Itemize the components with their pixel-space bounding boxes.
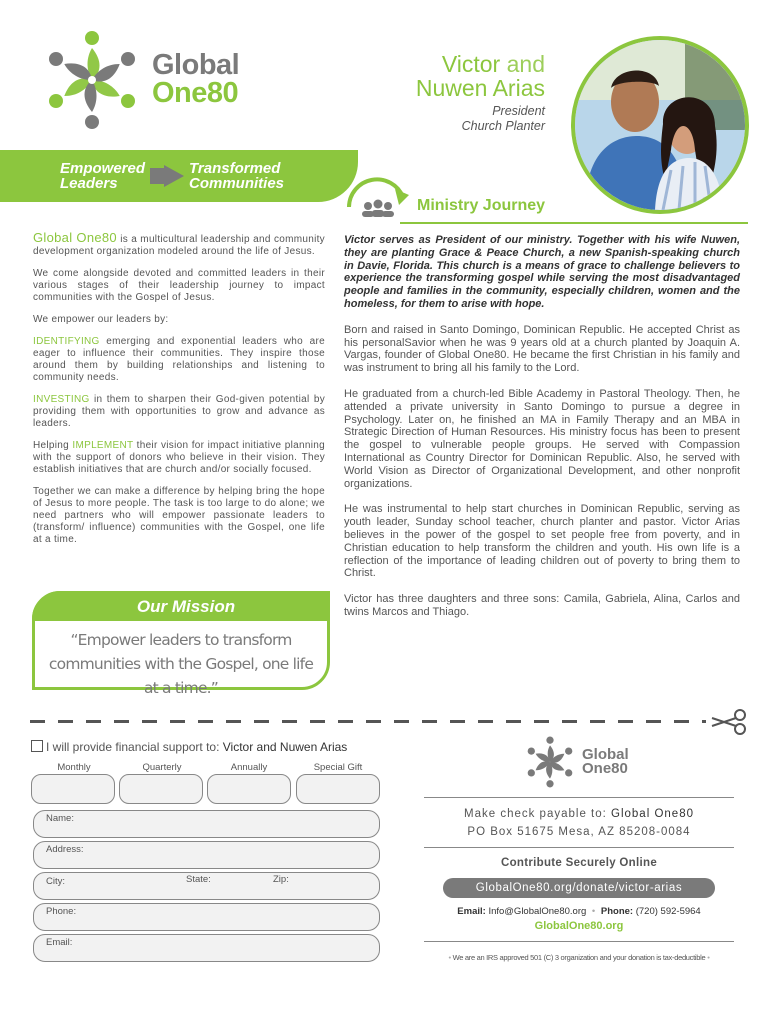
- phone-label: Phone:: [46, 906, 77, 917]
- city-label: City:: [46, 876, 65, 887]
- play-arrow-icon: [150, 165, 184, 187]
- logo-global-text: Global: [152, 49, 240, 81]
- contact-email-label: Email:: [457, 906, 486, 917]
- global-one80-small-logo-icon: [524, 735, 576, 789]
- about-p6-text: their vision for impact initiative planning with the support of donors who believe in their vision. They establish initiatives that are church and/or socially focused.: [33, 440, 325, 475]
- pay-divider-top: [424, 797, 734, 798]
- freq-label-special-gift: Special Gift: [313, 762, 363, 773]
- contact-phone: (720) 592-5964: [635, 906, 701, 917]
- about-p1-text: is a multicultural leadership and community development organization modeled around the life of Jesus.: [33, 234, 325, 257]
- role-church-planter: Church Planter: [461, 119, 545, 134]
- banner-transformed-communities: [189, 161, 284, 191]
- zip-label: Zip:: [273, 874, 289, 885]
- small-logo-wordmark: [582, 748, 629, 777]
- monthly-amount-input[interactable]: [31, 774, 115, 804]
- contact-line: [424, 906, 734, 917]
- contribute-online-heading: Contribute Securely Online: [500, 857, 658, 869]
- about-org-column: [33, 232, 325, 556]
- pledge-checkbox[interactable]: [31, 740, 43, 752]
- name-field[interactable]: [33, 810, 380, 838]
- banner-leaders: Leaders: [60, 175, 118, 192]
- about-p5: [33, 394, 325, 430]
- state-label: State:: [186, 874, 211, 885]
- payable-to: Global One80: [611, 808, 694, 820]
- website-link[interactable]: GlobalOne80.org: [534, 920, 624, 932]
- about-brand: Global One80: [33, 230, 117, 245]
- payable-line: [424, 808, 734, 820]
- banner-empowered: Empowered: [60, 160, 146, 177]
- banner-transformed: Transformed: [189, 160, 281, 177]
- investing-keyword: INVESTING: [33, 394, 90, 405]
- pledge-recipient: Victor and Nuwen Arias: [222, 740, 348, 754]
- missionary-name: [416, 52, 545, 76]
- address-label: Address:: [46, 844, 84, 855]
- freq-label-annually: Annually: [230, 762, 268, 773]
- bio-p5: Victor has three daughters and three sons: Camila, Gabriela, Alina, Carlos and twins Marcos and Thiago.: [344, 593, 740, 618]
- contact-email[interactable]: Info@GlobalOne80.org: [488, 906, 587, 917]
- mission-quote: “Empower leaders to transform communities with the Gospel, one life at a time.”: [48, 631, 314, 697]
- name-last: Nuwen Arias: [415, 75, 545, 102]
- email-label: Email:: [46, 937, 73, 948]
- payable-prefix: Make check payable to:: [464, 808, 612, 820]
- about-p4-text: emerging and exponential leaders who are eager to influence their communities. They inspire those around them by building relationships and listening to community needs.: [33, 336, 325, 383]
- name-and: and: [506, 51, 545, 77]
- phone-field[interactable]: [33, 903, 380, 931]
- about-p3: We empower our leaders by:: [33, 314, 169, 325]
- bio-p4: He was instrumental to help start churches in Dominican Republic, serving as youth leader, Sunday school teacher, church planter and pastor. Victor Arias believes in the power of the gospel to set people free from poverty, and in Christian education to help transform the children and youth. His own life is a reflection of the importance of leading children out of poverty to bring them to Christ.: [344, 503, 740, 580]
- role-president: President: [492, 104, 545, 119]
- pay-divider-bottom: [424, 941, 734, 942]
- mission-title: Our Mission: [136, 597, 236, 616]
- identifying-keyword: IDENTIFYING: [33, 336, 100, 347]
- tax-deductible-note: [424, 953, 734, 962]
- tax-bullet-left: •: [448, 953, 451, 962]
- bio-p2: Born and raised in Santo Domingo, Dominican Republic. He accepted Christ as his personalSavior when he was 9 years old at a church planted by Joaquin A. Vargas, founder of Global One80. He became the first Christian in his family and was instrument to bring all his family to the Lord.: [344, 323, 740, 375]
- about-p2: We come alongside devoted and committed leaders in their various stages of their leadership journey to impact communities with the Gospel of Jesus.: [33, 268, 325, 303]
- contact-bullet: •: [591, 906, 596, 917]
- implement-keyword: IMPLEMENT: [72, 440, 134, 451]
- email-field[interactable]: [33, 934, 380, 962]
- pay-divider-mid: [424, 847, 734, 848]
- about-p4: [33, 336, 325, 384]
- special-gift-amount-input[interactable]: [296, 774, 380, 804]
- address-field[interactable]: [33, 841, 380, 869]
- banner-empowered-leaders: [60, 161, 145, 191]
- mailing-address: PO Box 51675 Mesa, AZ 85208-0084: [467, 826, 691, 838]
- about-p6-pre: Helping: [33, 440, 73, 451]
- couple-photo: [571, 36, 749, 214]
- banner-communities: Communities: [189, 175, 285, 192]
- freq-label-monthly: Monthly: [57, 762, 91, 773]
- logo-wordmark: [152, 49, 240, 109]
- tax-note-text: We are an IRS approved 501 (C) 3 organization and your donation is tax-deductible: [452, 953, 706, 962]
- missionary-name-block: [416, 52, 545, 134]
- ministry-journey-icon: [343, 177, 413, 221]
- bio-p3: He graduated from a church-led Bible Academy in Pastoral Theology. Then, he attended a private university in Santo Domingo to pursue a degree in Psychology. Later on, he finished an MA in Family Therapy and an MBA in Strategic Direction of Human Resources. His ministry focus has been to present the gospel to vulnerable people groups. He served with Compassion International as Country Director for Dominican Republic. Also, he served with World Vision as Director of Organizational Development, and other nonprofit organizations.: [344, 387, 740, 490]
- bio-lead: Victor serves as President of our ministry. Together with his wife Nuwen, they are planting Grace & Peace Church, a new Spanish-speaking church in Davie, Florida. This church is a means of grace to challenge believers to experience the transforming gospel while serving the most disadvantaged people and families in the community, especially children, women and the homeless, for them to arise with hope.: [344, 234, 740, 310]
- name-label: Name:: [46, 813, 74, 824]
- about-p1: [33, 232, 325, 258]
- bio-column: [344, 234, 740, 632]
- global-one80-logo-icon: [42, 28, 142, 132]
- tax-bullet-right: •: [707, 953, 710, 962]
- name-first: Victor: [441, 51, 501, 77]
- logo-one80-text: One80: [152, 76, 239, 109]
- annually-amount-input[interactable]: [207, 774, 291, 804]
- small-logo-one80: One80: [582, 760, 628, 778]
- couple-photo-image: [575, 40, 745, 210]
- freq-label-quarterly: Quarterly: [142, 762, 182, 773]
- small-logo-global: Global: [582, 746, 629, 763]
- about-p7: Together we can make a difference by helping bring the hope of Jesus to more people. The task is too large to do alone; we need partners who will empower passionate leaders to (transform/ influence) communities with the Gospel, one life at a time.: [33, 486, 325, 545]
- scissors-icon: [710, 709, 748, 735]
- about-p6: [33, 440, 325, 476]
- donate-url-link[interactable]: GlobalOne80.org/donate/victor-arias: [443, 878, 715, 898]
- pledge-statement: [46, 740, 347, 754]
- contact-phone-label: Phone:: [600, 906, 634, 917]
- pledge-prefix: I will provide financial support to:: [46, 740, 223, 754]
- about-p5-text: in them to sharpen their God-given potential by providing them with opportunities to grow and advance as leaders.: [33, 394, 325, 429]
- ministry-journey-title: Ministry Journey: [417, 197, 546, 214]
- ministry-journey-rule: [400, 222, 748, 224]
- quarterly-amount-input[interactable]: [119, 774, 203, 804]
- cut-line: [30, 720, 706, 723]
